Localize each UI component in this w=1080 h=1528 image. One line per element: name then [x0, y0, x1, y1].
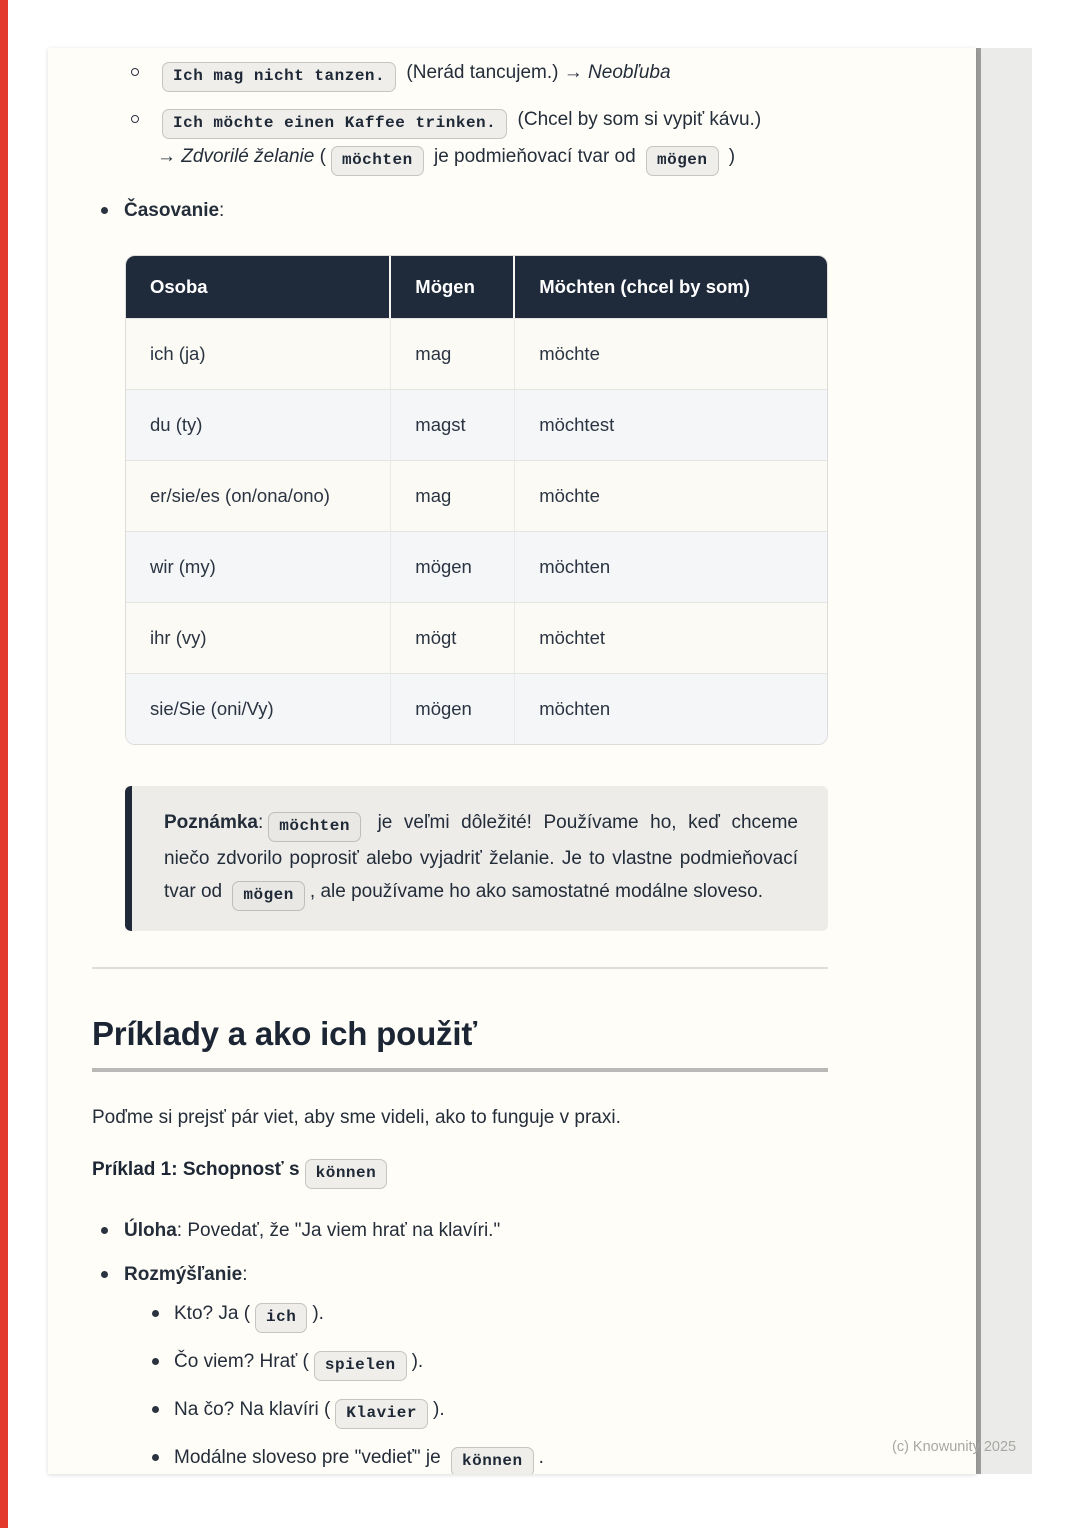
translation-text: (Chcel by som si vypiť kávu.) [512, 109, 762, 130]
step-item [140, 1442, 828, 1474]
code-chip: Ich möchte einen Kaffee trinken. [162, 109, 507, 139]
category-label: Zdvorilé želanie [181, 146, 315, 167]
disc-bullet-icon [152, 1358, 159, 1365]
cell-mochten: möchtet [515, 602, 827, 673]
disc-bullet-icon [152, 1310, 159, 1317]
note-text: , ale používame ho ako samostatné modálne sloveso. [309, 881, 763, 902]
conjugation-table [125, 255, 828, 745]
paren: ( [314, 146, 326, 167]
code-chip: Klavier [335, 1399, 428, 1429]
disc-bullet-icon [101, 1227, 108, 1234]
table-row [126, 602, 827, 673]
step-item [140, 1298, 828, 1333]
section-intro-paragraph: Poďme si prejsť pár viet, aby sme videli, ako to funguje v praxi. [92, 1107, 621, 1128]
conjugation-label: Časovanie [124, 200, 220, 221]
colon: : [242, 1264, 248, 1285]
conjugation-label-item [92, 198, 828, 224]
cell-mochten: möchten [515, 673, 827, 744]
paren: ) [723, 146, 736, 167]
example-sentence-list [92, 55, 828, 176]
cell-mochten: möchte [515, 460, 827, 531]
table-header-row [126, 256, 827, 318]
step-text: ). [312, 1303, 324, 1324]
thinking-steps-list [140, 1298, 828, 1474]
disc-bullet-icon [101, 207, 108, 214]
cell-person: wir (my) [126, 531, 391, 602]
thinking-label: Rozmýšľanie [124, 1264, 243, 1285]
code-chip: können [305, 1159, 388, 1189]
note-label: Poznámka [164, 812, 258, 833]
cell-person: du (ty) [126, 389, 391, 460]
table-row [126, 389, 827, 460]
cell-mogen: magst [391, 389, 515, 460]
thinking-item [92, 1262, 828, 1474]
section-divider [92, 967, 828, 969]
cell-mogen: mögt [391, 602, 515, 673]
cell-mogen: mag [391, 460, 515, 531]
circle-bullet-icon [131, 68, 139, 76]
cell-mogen: mögen [391, 673, 515, 744]
scrollbar-track[interactable] [976, 48, 1032, 1474]
table-row [126, 460, 827, 531]
cell-person: ich (ja) [126, 318, 391, 389]
step-item [140, 1346, 828, 1381]
column-header-osoba: Osoba [126, 256, 391, 318]
cell-person: er/sie/es (on/ona/ono) [126, 460, 391, 531]
code-chip: möchten [268, 812, 361, 842]
note-text: je veľmi dôležité! Používame ho, keď chceme niečo zdvorilo poprosiť alebo vyjadriť želanie. Je to vlastne podmieňovací tvar od [164, 812, 798, 902]
note-blockquote [125, 786, 828, 931]
step-text: Na čo? Na klavíri ( [174, 1399, 331, 1420]
code-chip: spielen [314, 1351, 407, 1381]
arrow-icon: → [157, 146, 182, 167]
cell-person: sie/Sie (oni/Vy) [126, 673, 391, 744]
cell-person: ihr (vy) [126, 602, 391, 673]
table-row [126, 318, 827, 389]
code-chip: Ich mag nicht tanzen. [162, 62, 396, 92]
list-item [92, 102, 828, 176]
cell-mochten: möchten [515, 531, 827, 602]
step-text: Modálne sloveso pre "vedieť" je [174, 1447, 446, 1468]
category-label: Neobľuba [588, 62, 671, 83]
copyright-watermark: (c) Knowunity 2025 [892, 1439, 1017, 1455]
step-text: ). [433, 1399, 445, 1420]
task-item [92, 1218, 828, 1244]
step-text: ). [411, 1351, 424, 1372]
section-heading: Príklady a ako ich použiť [92, 1014, 828, 1072]
cell-mochten: möchtest [515, 389, 827, 460]
list-item [92, 55, 828, 92]
disc-bullet-icon [152, 1454, 159, 1461]
disc-bullet-icon [101, 1271, 108, 1278]
code-chip: möchten [331, 146, 424, 176]
circle-bullet-icon [131, 115, 139, 123]
colon: : [219, 200, 225, 221]
table-row [126, 531, 827, 602]
left-edge-red-bar [0, 0, 8, 1528]
explanation-text: je podmieňovací tvar od [428, 146, 641, 167]
cell-mogen: mag [391, 318, 515, 389]
colon: : [257, 812, 264, 833]
task-text: : Povedať, že "Ja viem hrať na klavíri." [176, 1220, 501, 1241]
step-text: Čo viem? Hrať ( [174, 1351, 309, 1372]
task-label: Úloha [124, 1220, 177, 1241]
column-header-mogen: Mögen [391, 256, 515, 318]
step-text: Kto? Ja ( [174, 1303, 251, 1324]
example-task-list [92, 1218, 828, 1474]
sentence-line [157, 102, 828, 139]
code-chip: können [451, 1447, 534, 1474]
translation-text: (Nerád tancujem.) → [401, 62, 589, 83]
example-1-title [92, 1154, 828, 1189]
code-chip: mögen [646, 146, 719, 176]
step-item [140, 1394, 828, 1429]
cell-mochten: möchte [515, 318, 827, 389]
disc-bullet-icon [152, 1406, 159, 1413]
table-row [126, 673, 827, 744]
cell-mogen: mögen [391, 531, 515, 602]
document-page [48, 48, 976, 1474]
code-chip: mögen [232, 881, 305, 911]
code-chip: ich [255, 1303, 307, 1333]
step-text: . [538, 1447, 544, 1468]
example-1-label: Príklad 1: Schopnosť s [92, 1159, 300, 1180]
column-header-mochten: Möchten (chcel by som) [515, 256, 827, 318]
explanation-line [157, 139, 828, 176]
